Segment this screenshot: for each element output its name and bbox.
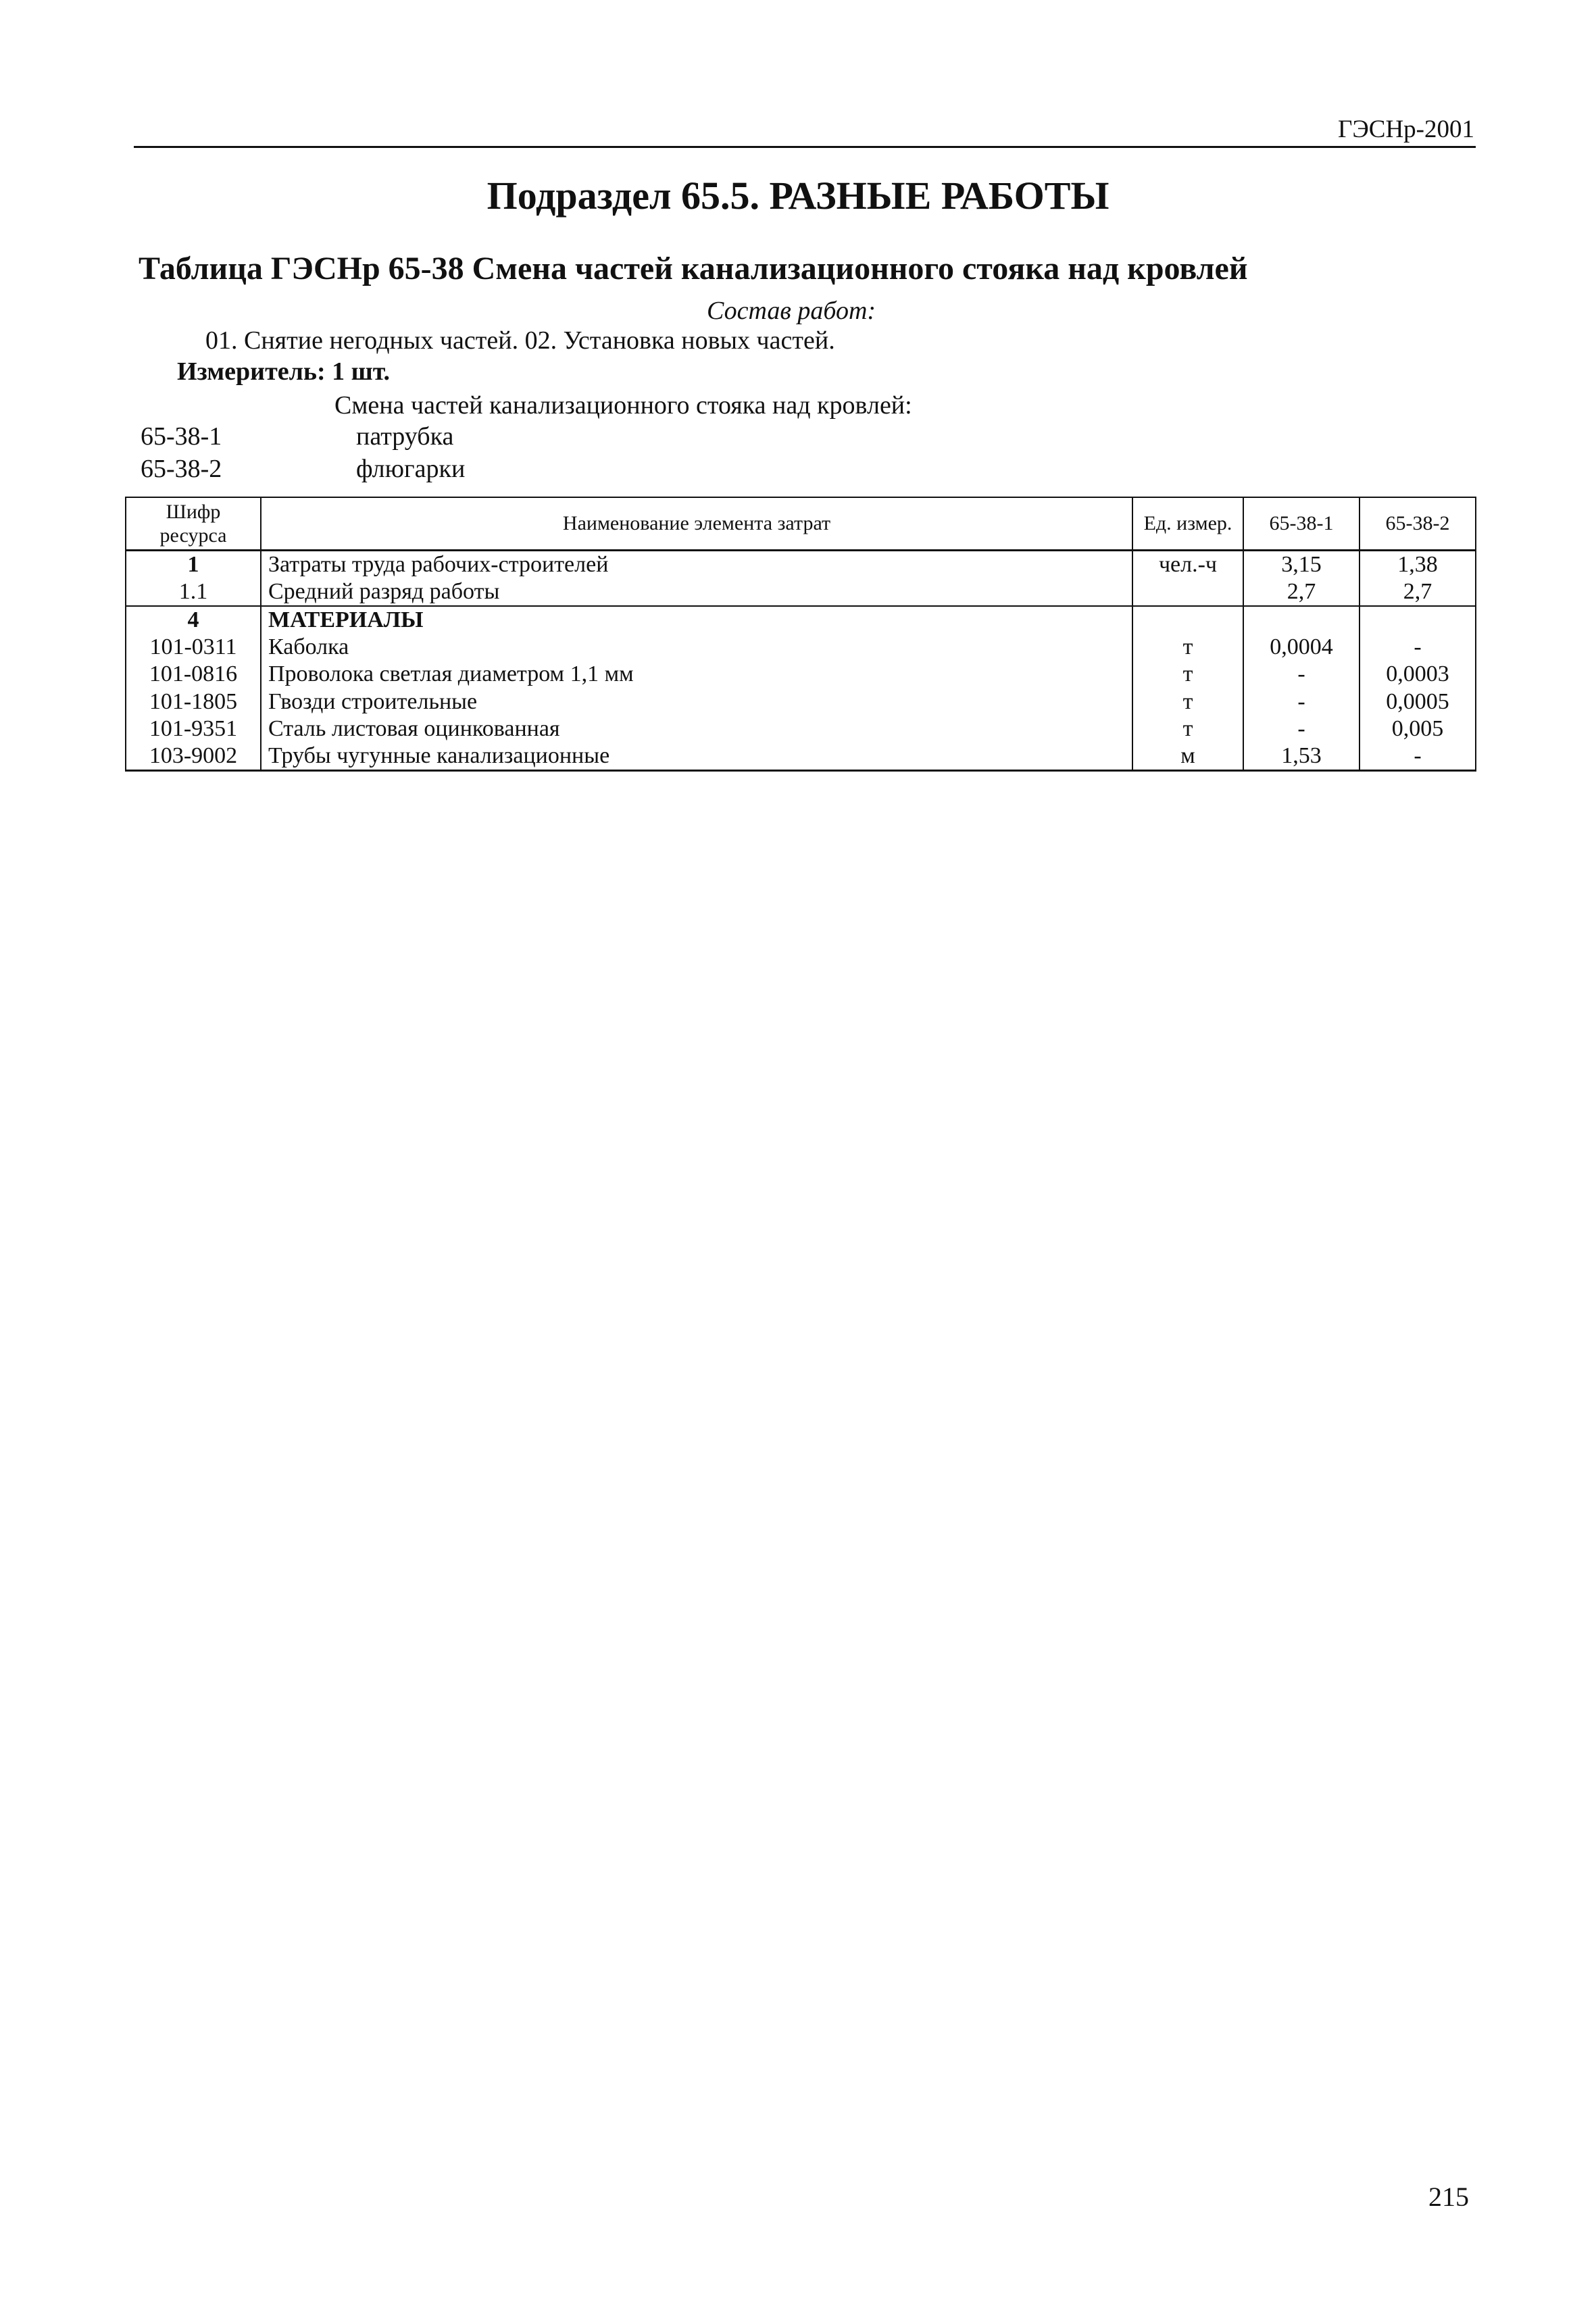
composition-text: 01. Снятие негодных частей. 02. Установка новых частей. [205, 326, 835, 355]
cell-unit: т [1132, 634, 1243, 661]
cell-value-1: - [1243, 688, 1360, 715]
labor-group [126, 551, 1476, 607]
cell-name: Проволока светлая диаметром 1,1 мм [261, 661, 1132, 688]
table-row [126, 661, 1476, 688]
cell-value-1: 3,15 [1243, 551, 1360, 579]
table-row [126, 578, 1476, 606]
cell-value-1: 1,53 [1243, 743, 1360, 771]
cell-name: Каболка [261, 634, 1132, 661]
table-row [126, 688, 1476, 715]
cell-name: МАТЕРИАЛЫ [261, 606, 1132, 634]
cell-code: 101-9351 [126, 715, 261, 743]
table-row [126, 715, 1476, 743]
header-name: Наименование элемента затрат [261, 497, 1132, 551]
cell-value-1 [1243, 606, 1360, 634]
table-row [126, 634, 1476, 661]
cell-value-1: 0,0004 [1243, 634, 1360, 661]
table-row [126, 606, 1476, 634]
cell-name: Средний разряд работы [261, 578, 1132, 606]
cell-code: 1 [126, 551, 261, 579]
document-code: ГЭСНр-2001 [1337, 116, 1474, 143]
cell-code: 4 [126, 606, 261, 634]
cell-name: Трубы чугунные канализационные [261, 743, 1132, 771]
variant-code: 65-38-1 [141, 422, 222, 451]
cell-code: 1.1 [126, 578, 261, 606]
cell-unit [1132, 606, 1243, 634]
cell-value-2: 0,005 [1360, 715, 1476, 743]
cell-code: 103-9002 [126, 743, 261, 771]
cell-code: 101-1805 [126, 688, 261, 715]
header-rule [134, 146, 1476, 148]
materials-group [126, 606, 1476, 770]
cell-value-2: - [1360, 743, 1476, 771]
cell-value-1: - [1243, 715, 1360, 743]
table-row [126, 743, 1476, 771]
variant-name: флюгарки [356, 455, 466, 483]
cell-name: Гвозди строительные [261, 688, 1132, 715]
cell-unit [1132, 578, 1243, 606]
variant-name: патрубка [356, 422, 454, 451]
composition-label: Состав работ: [707, 297, 876, 325]
table-title: Таблица ГЭСНр 65-38 Смена частей канализационного стояка над кровлей [139, 251, 1248, 286]
cell-unit: чел.-ч [1132, 551, 1243, 579]
page-number: 215 [1428, 2182, 1469, 2212]
cell-name: Затраты труда рабочих-строителей [261, 551, 1132, 579]
cell-unit: м [1132, 743, 1243, 771]
cell-code: 101-0816 [126, 661, 261, 688]
cell-value-2: 0,0003 [1360, 661, 1476, 688]
resources-table [125, 497, 1476, 772]
cell-value-2: 0,0005 [1360, 688, 1476, 715]
header-variant-1: 65-38-1 [1243, 497, 1360, 551]
cell-value-2: 2,7 [1360, 578, 1476, 606]
cell-name: Сталь листовая оцинкованная [261, 715, 1132, 743]
cell-value-2: - [1360, 634, 1476, 661]
cell-value-1: 2,7 [1243, 578, 1360, 606]
cell-unit: т [1132, 688, 1243, 715]
table-header-row [126, 497, 1476, 551]
header-code: Шифр ресурса [126, 497, 261, 551]
header-variant-2: 65-38-2 [1360, 497, 1476, 551]
cell-value-2: 1,38 [1360, 551, 1476, 579]
section-title: Подраздел 65.5. РАЗНЫЕ РАБОТЫ [487, 174, 1109, 218]
variants-heading: Смена частей канализационного стояка над кровлей: [334, 391, 912, 420]
table-row [126, 551, 1476, 579]
cell-code: 101-0311 [126, 634, 261, 661]
header-unit: Ед. измер. [1132, 497, 1243, 551]
variant-code: 65-38-2 [141, 455, 222, 483]
cell-value-2 [1360, 606, 1476, 634]
cell-value-1: - [1243, 661, 1360, 688]
cell-unit: т [1132, 715, 1243, 743]
measure-unit: Измеритель: 1 шт. [177, 357, 391, 386]
cell-unit: т [1132, 661, 1243, 688]
